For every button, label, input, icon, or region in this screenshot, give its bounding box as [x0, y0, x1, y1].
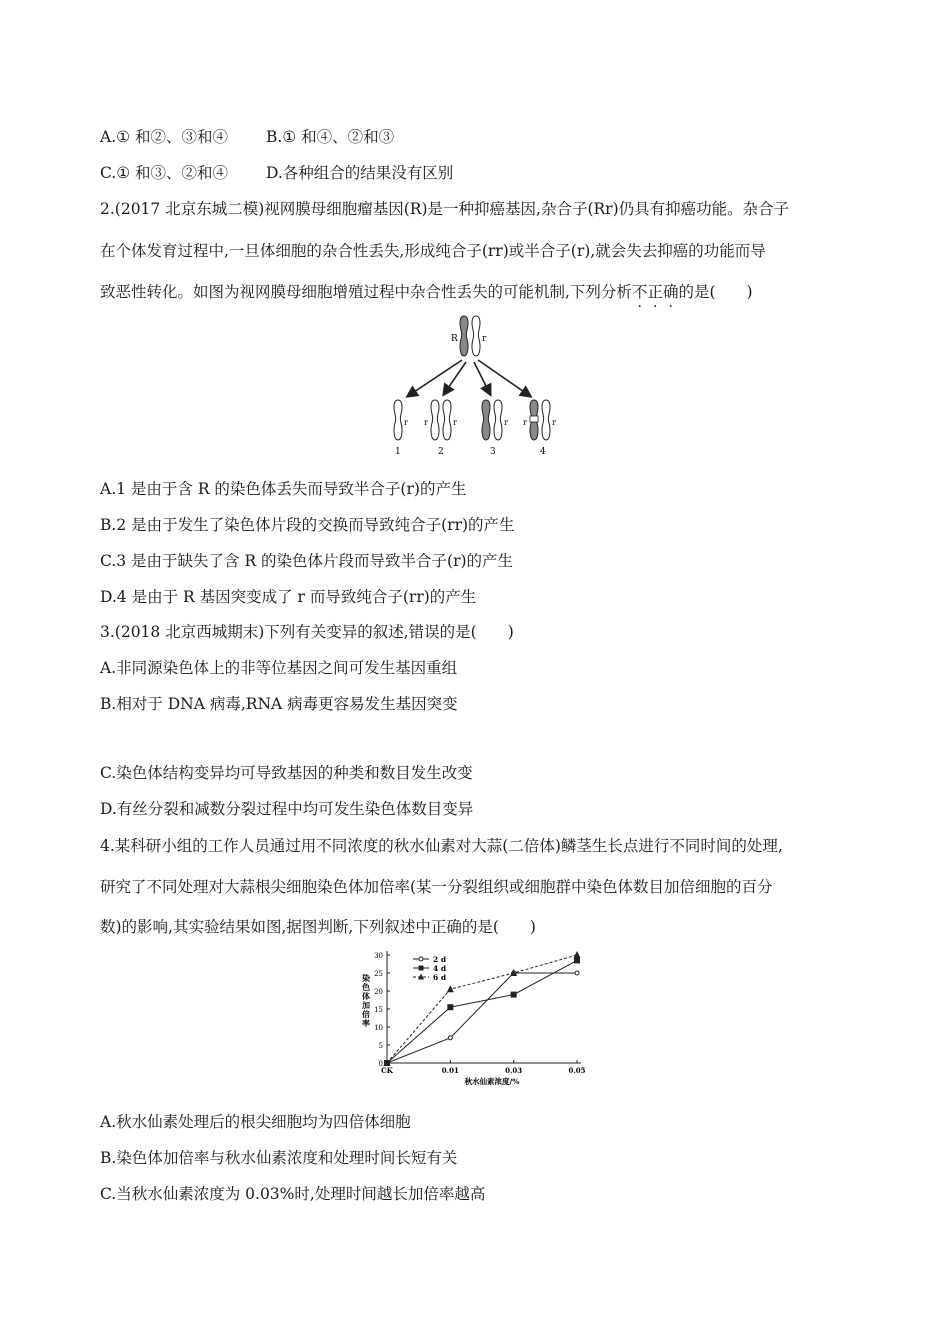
y-tick-label: 20 [374, 988, 383, 996]
data-point [511, 992, 517, 998]
svg-text:r: r [453, 418, 457, 427]
q3-option-c: C.染色体结构变异均可导致基因的种类和数目发生改变 [100, 764, 473, 782]
line-chart [355, 945, 600, 1095]
legend-label: 4 d [433, 964, 447, 973]
y-tick-label: 5 [378, 1042, 383, 1050]
q4-option-c: C.当秋水仙素浓度为 0.03%时,处理时间越长加倍率越高 [100, 1185, 486, 1203]
q2-option-c: C.3 是由于缺失了含 R 的染色体片段而导致半合子(r)的产生 [100, 552, 514, 570]
chromosome-diagram [380, 312, 570, 458]
q3-option-b: B.相对于 DNA 病毒,RNA 病毒更容易发生基因突变 [100, 695, 458, 713]
q2-option-b: B.2 是由于发生了染色体片段的交换而导致纯合子(rr)的产生 [100, 516, 515, 534]
series-line-6d [387, 955, 577, 1063]
data-point [575, 971, 579, 975]
q4-stem-line2: 研究了不同处理对大蒜根尖细胞染色体加倍率(某一分裂组织或细胞群中染色体数目加倍细胞的百分 [100, 878, 773, 896]
series-line-4d [387, 960, 577, 1063]
legend-label: 2 d [433, 955, 447, 964]
q4-option-a: A.秋水仙素处理后的根尖细胞均为四倍体细胞 [100, 1113, 411, 1131]
y-axis-label: 染色体加倍率 [362, 973, 370, 1028]
y-tick-label: 0 [378, 1060, 383, 1068]
x-tick-label: 0.03 [505, 1066, 523, 1075]
q3-option-d: D.有丝分裂和减数分裂过程中均可发生染色体数目变异 [100, 800, 474, 818]
outcome-number-2: 2 [438, 447, 444, 457]
q2-stem-line2: 在个体发育过程中,一旦体细胞的杂合性丢失,形成纯合子(rr)或半合子(r),就会失去抑癌的功能而导 [100, 242, 766, 260]
data-point [448, 1036, 452, 1040]
outcome-3-chromosome [482, 400, 490, 440]
q2-stem-line1: 2.(2017 北京东城二模)视网膜母细胞瘤基因(R)是一种抑癌基因,杂合子(Rr)仍具有抑癌功能。杂合子 [100, 200, 790, 218]
series-line-2d [387, 973, 577, 1063]
emphasis-char: 不 [631, 283, 648, 301]
arrow-1 [408, 360, 462, 396]
label-r: r [482, 334, 487, 344]
q4-stem-line1: 4.某科研小组的工作人员通过用不同浓度的秋水仙素对大蒜(二倍体)鳞茎生长点进行不同时间的处理, [100, 837, 783, 855]
svg-text:r: r [404, 418, 408, 427]
emphasis-char: 确 [662, 283, 679, 301]
data-point [447, 985, 454, 992]
outcome-number-3: 3 [490, 447, 496, 457]
q2-stem-line3: 致恶性转化。如图为视网膜母细胞增殖过程中杂合性丢失的可能机制,下列分析不正确的是( ) [100, 283, 753, 301]
q3-stem: 3.(2018 北京西城期末)下列有关变异的叙述,错误的是( ) [100, 623, 514, 641]
chromosome-R [460, 316, 468, 356]
parent-chromosome-pair [451, 316, 487, 356]
svg-text:r: r [504, 418, 508, 427]
q2-option-a: A.1 是由于含 R 的染色体丢失而导致半合子(r)的产生 [100, 480, 467, 498]
outcome-1-chromosome [394, 400, 402, 440]
legend-label: 6 d [433, 973, 447, 982]
legend-marker [419, 957, 423, 961]
emphasis-char: 正 [647, 283, 663, 301]
outcome-number-1: 1 [395, 447, 401, 457]
data-point [447, 1004, 453, 1010]
y-tick-label: 30 [374, 952, 383, 960]
outcome-2-chromosome [431, 400, 439, 440]
y-tick-label: 15 [374, 1006, 383, 1014]
data-point [574, 957, 580, 963]
q4-option-b: B.染色体加倍率与秋水仙素浓度和处理时间长短有关 [100, 1149, 458, 1167]
x-tick-label: 0.01 [441, 1066, 459, 1075]
q1-option-b: B.① 和④、②和③ [266, 128, 395, 146]
data-point [574, 951, 581, 958]
q3-option-a: A.非同源染色体上的非等位基因之间可发生基因重组 [100, 659, 458, 677]
y-tick-label: 10 [374, 1024, 383, 1032]
q2-option-d: D.4 是由于 R 基因突变成了 r 而导致纯合子(rr)的产生 [100, 588, 477, 606]
svg-text:r: r [552, 418, 556, 427]
y-tick-label: 25 [374, 970, 383, 978]
q1-option-c: C.① 和③、②和④ [100, 164, 229, 182]
x-tick-label: 0.05 [568, 1066, 586, 1075]
x-axis-label: 秋水仙素浓度/% [464, 1077, 520, 1086]
chromosome-r [472, 316, 480, 356]
q1-option-d: D.各种组合的结果没有区别 [266, 164, 454, 182]
svg-text:r: r [523, 418, 527, 427]
q1-option-a: A.① 和②、③和④ [100, 128, 228, 146]
svg-text:r: r [424, 418, 428, 427]
x-tick-label: CK [381, 1066, 393, 1075]
arrow-4 [478, 360, 530, 396]
outcome-number-4: 4 [540, 447, 546, 457]
legend-marker [419, 966, 424, 971]
q4-stem-line3: 数)的影响,其实验结果如图,据图判断,下列叙述中正确的是( ) [100, 918, 536, 936]
arrow-2 [444, 362, 466, 394]
label-R: R [451, 334, 458, 344]
